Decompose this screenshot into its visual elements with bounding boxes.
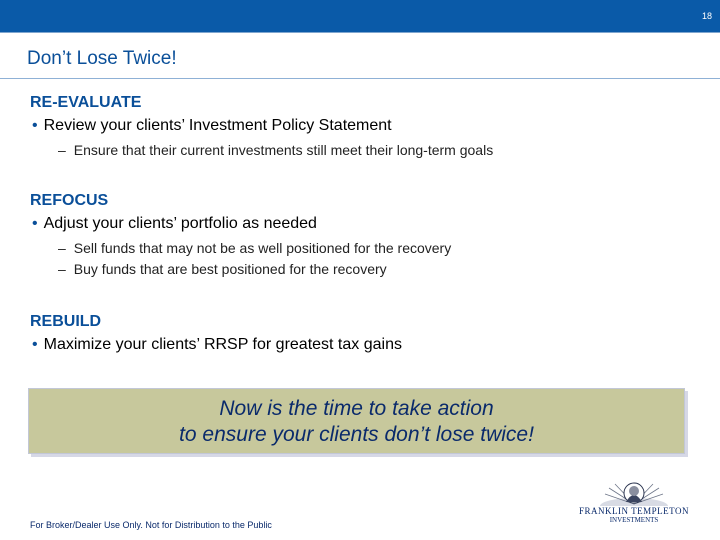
dash-icon: –: [58, 261, 66, 277]
header-bar: [0, 0, 720, 33]
bullet-icon: •: [32, 215, 38, 232]
title-divider: [0, 78, 720, 79]
page-number: 18: [701, 11, 712, 21]
sub-bullet-text: Buy funds that are best positioned for the recovery: [73, 261, 387, 277]
bullet-icon: •: [32, 336, 38, 353]
logo-name: FRANKLIN TEMPLETON: [579, 506, 689, 516]
slide-title: Don’t Lose Twice!: [27, 48, 177, 69]
bullet-text: Review your clients’ Investment Policy Statement: [43, 117, 392, 134]
bullet-icon: •: [32, 117, 38, 134]
sub-bullet: [58, 240, 451, 256]
bullet-text: Maximize your clients’ RRSP for greatest tax gains: [43, 336, 402, 353]
callout-box: [28, 388, 685, 454]
logo-subtitle: INVESTMENTS: [609, 516, 659, 524]
section-re-evaluate: [30, 94, 493, 158]
section-heading: REBUILD: [30, 313, 102, 330]
section-heading: RE-EVALUATE: [30, 94, 142, 111]
sub-bullet: [58, 142, 493, 158]
sub-bullet-text: Ensure that their current investments still meet their long-term goals: [73, 142, 494, 158]
dash-icon: –: [58, 240, 66, 256]
sub-bullet: [58, 261, 451, 277]
footer-disclaimer: For Broker/Dealer Use Only. Not for Distribution to the Public: [30, 520, 272, 530]
bullet-item: [30, 336, 402, 354]
bullet-item: [30, 215, 451, 233]
portrait-emblem-icon: [599, 480, 669, 506]
section-heading: REFOCUS: [30, 192, 109, 209]
franklin-templeton-logo: [578, 480, 690, 530]
bullet-item: [30, 117, 493, 135]
sub-bullet-text: Sell funds that may not be as well positioned for the recovery: [73, 240, 452, 256]
section-refocus: [30, 192, 451, 277]
callout-line-2: to ensure your clients don’t lose twice!: [179, 423, 534, 446]
dash-icon: –: [58, 142, 66, 158]
bullet-text: Adjust your clients’ portfolio as needed: [43, 215, 317, 232]
section-rebuild: [30, 313, 402, 354]
callout-line-1: Now is the time to take action: [219, 397, 494, 420]
